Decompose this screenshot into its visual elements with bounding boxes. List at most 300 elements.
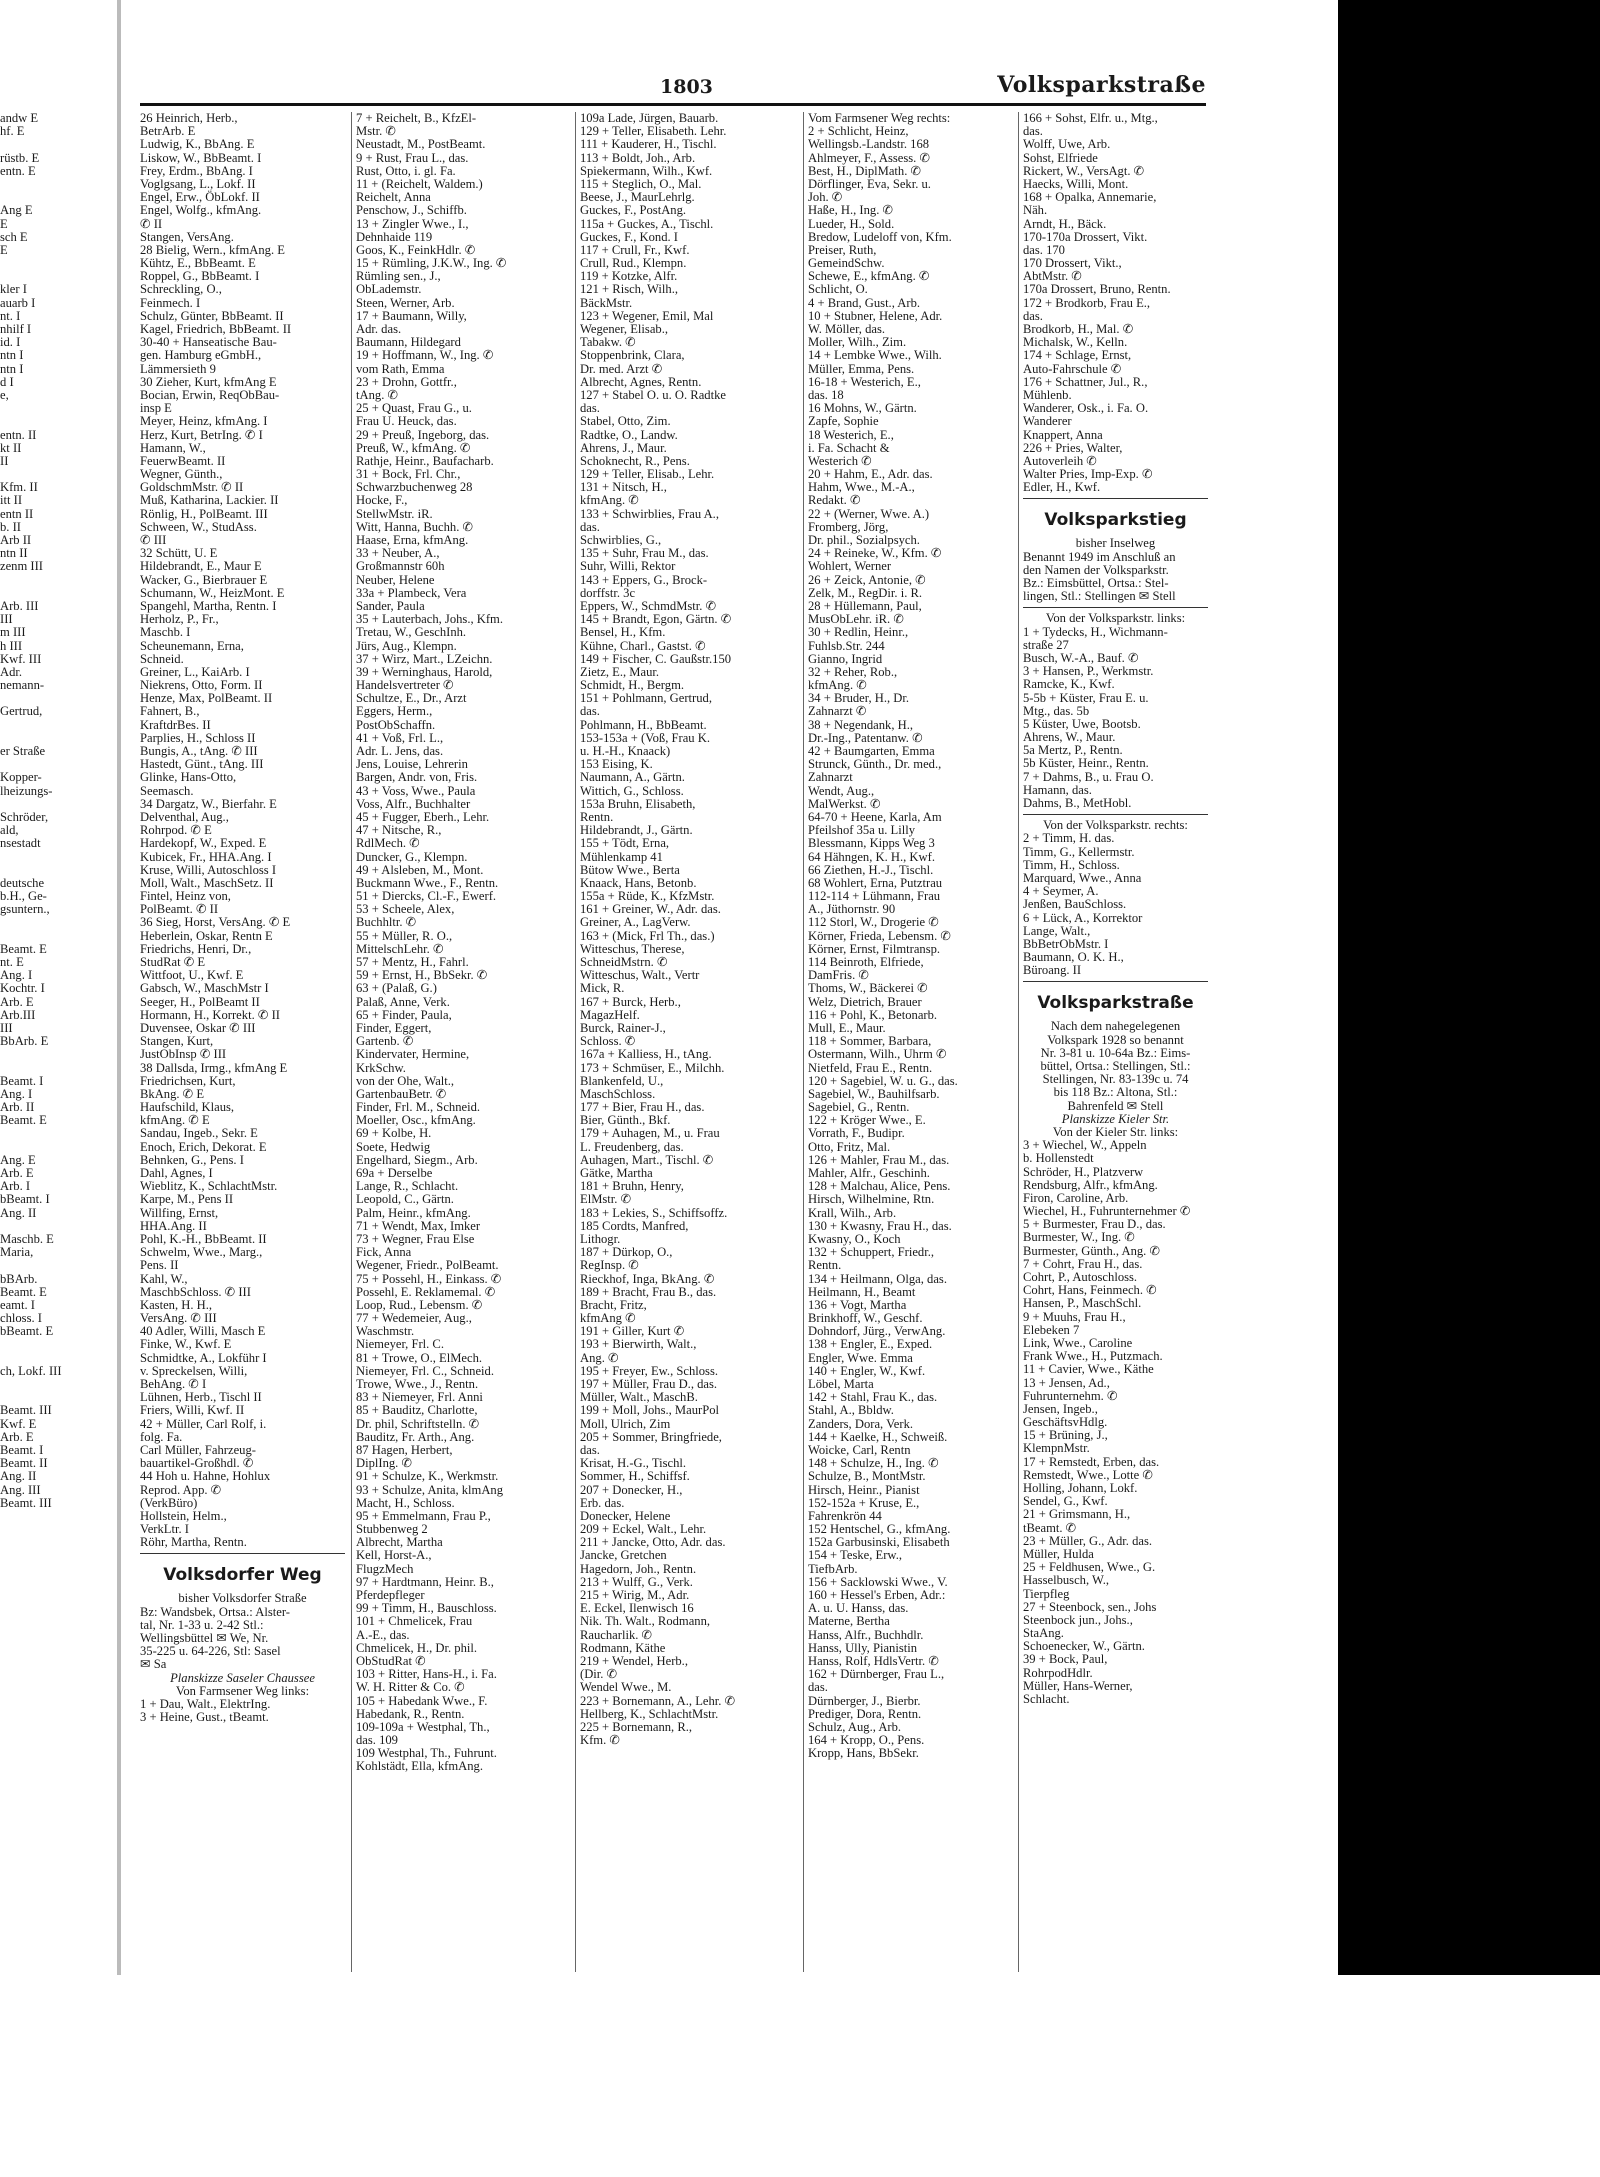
directory-entry-line: Fahrenkrön 44 — [808, 1508, 882, 1523]
directory-entry-line: v. Spreckelsen, Willi, — [140, 1363, 248, 1378]
fragment-line — [0, 1338, 114, 1351]
directory-entry-line: Niekrens, Otto, Form. II — [140, 678, 263, 693]
directory-entry-line: das. 109 — [356, 1733, 398, 1748]
directory-entry-line: Brinkhoff, W., Geschf. — [808, 1311, 923, 1326]
directory-entry-line: Timm, G., Kellermstr. — [1023, 844, 1135, 859]
directory-entry-line: 44 Hoh u. Hahne, Hohlux — [140, 1469, 271, 1484]
fragment-line: entn. E — [0, 163, 36, 178]
directory-entry-line: 4 + Seymer, A. — [1023, 884, 1099, 899]
directory-entry-line: 167 + Burck, Herb., — [580, 994, 681, 1009]
directory-entry-line: Wittfoot, U., Kwf. E — [140, 968, 244, 983]
directory-entry-line: Hardekopf, W., Exped. E — [140, 836, 267, 851]
directory-entry-line: Tierpfleg — [1023, 1586, 1070, 1601]
directory-entry-line: kfmAng. ✆ — [580, 493, 639, 508]
directory-entry-line: 1 + Dau, Walt., ElektrIng. — [140, 1696, 271, 1711]
directory-entry-line: Kühne, Charl., Gastst. ✆ — [580, 638, 706, 653]
directory-entry-line: 213 + Wulff, G., Verk. — [580, 1574, 693, 1589]
directory-entry-line: 152a Garbusinski, Elisabeth — [808, 1535, 950, 1550]
directory-entry-line: Marquard, Wwe., Anna — [1023, 870, 1142, 885]
directory-entry-line: Ostermann, Wilh., Uhrm ✆ — [808, 1047, 947, 1062]
directory-entry-line: Eppers, W., SchmdMstr. ✆ — [580, 598, 717, 613]
directory-entry-line: Liskow, W., BbBeamt. I — [140, 150, 262, 165]
directory-entry-line: BäckMstr. — [580, 295, 633, 310]
directory-entry-line: Haecks, Willi, Mont. — [1023, 176, 1129, 191]
directory-entry-line: 181 + Bruhn, Henry, — [580, 1179, 684, 1194]
directory-entry-line: Fahnert, B., — [140, 704, 200, 719]
street-heading: Volksparkstieg — [1044, 510, 1187, 531]
directory-entry-line: L. Freudenberg, das. — [580, 1139, 684, 1154]
directory-entry-line: Schween, W., StudAss. — [140, 519, 257, 534]
directory-entry-line: Donecker, Helene — [580, 1508, 671, 1523]
directory-entry-line: 15 + Rümling, J.K.W., Ing. ✆ — [356, 256, 507, 271]
directory-entry-line: 135 + Suhr, Frau M., das. — [580, 546, 709, 561]
directory-entry-line: Gartenb. ✆ — [356, 1034, 414, 1049]
directory-entry-line: GartenbauBetr. ✆ — [356, 1086, 447, 1101]
directory-entry-line: Wanderer, Osk., i. Fa. O. — [1023, 401, 1149, 416]
directory-entry-line: A.-E., das. — [356, 1627, 410, 1642]
directory-entry-line: 87 Hagen, Herbert, — [356, 1442, 453, 1457]
fragment-line: Kfm. II — [0, 480, 38, 495]
directory-entry-line: Dürnberger, J., Bierbr. — [808, 1693, 921, 1708]
directory-entry-line: 170-170a Drossert, Vikt. — [1023, 229, 1148, 244]
directory-entry-line: Link, Wwe., Caroline — [1023, 1335, 1133, 1350]
directory-entry-line: Dr. phil, Schriftstelln. ✆ — [356, 1416, 480, 1431]
directory-entry-line: Reprod. App. ✆ — [140, 1482, 222, 1497]
directory-entry-line: AbtMstr. ✆ — [1023, 269, 1082, 284]
directory-entry-line: 122 + Kröger Wwe., E. — [808, 1113, 926, 1128]
directory-entry-line: 25 + Quast, Frau G., u. — [356, 401, 472, 416]
directory-entry-line: Frank Wwe., H., Putzmach. — [1023, 1349, 1163, 1364]
directory-entry-line: 109a Lade, Jürgen, Bauarb. — [580, 112, 719, 125]
directory-entry-line: 26 Heinrich, Herb., — [140, 112, 238, 125]
directory-entry-line: Handelsvertreter ✆ — [356, 678, 454, 693]
directory-entry-line: Lueder, H., Sold. — [808, 216, 895, 231]
directory-entry-line: Wohlert, Werner — [808, 559, 892, 574]
directory-entry-line: Schmidt, H., Bergm. — [580, 678, 685, 693]
directory-entry-line: Firon, Caroline, Arb. — [1023, 1190, 1129, 1205]
directory-entry-line: 41 + Voß, Frl. L., — [356, 730, 444, 745]
directory-entry-line: Müller, Hulda — [1023, 1546, 1094, 1561]
street-info-line: Nr. 3-81 u. 10-64a Bz.: Eims- — [1040, 1045, 1191, 1060]
directory-entry-line: FlugzMech — [356, 1561, 414, 1576]
fragment-line: b. II — [0, 519, 21, 534]
directory-entry-line: Blankenfeld, U., — [580, 1073, 664, 1088]
directory-entry-line: Lithogr. — [580, 1231, 621, 1246]
directory-entry-line: 160 + Hessel's Erben, Adr.: — [808, 1588, 946, 1602]
fragment-line: chloss. I — [0, 1311, 42, 1326]
directory-entry-line: StudRat ✆ E — [140, 955, 206, 969]
directory-entry-line: 36 Sieg, Horst, VersAng. ✆ E — [140, 915, 291, 930]
directory-entry-line: 27 + Steenbock, sen., Johs — [1023, 1599, 1157, 1614]
directory-entry-line: 30 + Redlin, Heinr., — [808, 625, 909, 640]
directory-entry-line: Fintel, Heinz von, — [140, 889, 231, 904]
directory-entry-line: 152 Hentschel, G., kfmAng. — [808, 1522, 951, 1537]
directory-entry-line: Nik. Th. Walt., Rodmann, — [580, 1614, 711, 1629]
directory-entry-line: Rickert, W., VersAgt. ✆ — [1023, 163, 1145, 178]
directory-entry-line: TiefbArb. — [808, 1561, 858, 1576]
street-info-line: Bahrenfeld ✉ Stell — [1067, 1098, 1164, 1113]
directory-entry-line: das. 18 — [808, 387, 844, 402]
directory-entry-line: 176 + Schattner, Jul., R., — [1023, 374, 1148, 389]
directory-entry-line: Vom Farmsener Weg rechts: — [808, 112, 951, 125]
directory-entry-line: Sommer, H., Schiffsf. — [580, 1469, 690, 1484]
directory-entry-line: Adr. L. Jens, das. — [356, 744, 444, 758]
directory-entry-line: Hildebrandt, J., Gärtn. — [580, 823, 693, 838]
directory-entry-line: 145 + Brandt, Egon, Gärtn. ✆ — [580, 612, 732, 627]
street-info-line: Volkspark 1928 so benannt — [1047, 1032, 1184, 1047]
directory-entry-line: Kasten, H. H., — [140, 1297, 213, 1312]
fragment-line — [0, 415, 114, 428]
directory-entry-line: 20 + Hahm, E., Adr. das. — [808, 467, 933, 482]
directory-entry-line: 99 + Timm, H., Bauschloss. — [356, 1601, 497, 1616]
directory-entry-line: 173 + Schmüser, E., Milchh. — [580, 1060, 725, 1075]
directory-entry-line: Busch, W.-A., Bauf. ✆ — [1023, 650, 1139, 665]
directory-entry-line: 138 + Engler, E., Exped. — [808, 1337, 933, 1352]
directory-entry-line: BehAng. ✆ I — [140, 1377, 207, 1391]
fragment-line — [0, 1352, 114, 1365]
directory-entry-line: 26 + Zeick, Antonie, ✆ — [808, 572, 926, 587]
directory-entry-line: kfmAng. ✆ E — [140, 1113, 210, 1128]
directory-entry-line: 13 + Zingler Wwe., I., — [356, 216, 469, 231]
directory-entry-line: 63 + (Palaß, G.) — [356, 981, 437, 996]
directory-entry-line: Körner, Frieda, Lebensm. ✆ — [808, 928, 951, 943]
directory-entry-line: Hildebrandt, E., Maur E — [140, 559, 262, 574]
directory-entry-line: 4 + Brand, Gust., Arb. — [808, 295, 921, 310]
directory-entry-line: Rümling sen., J., — [356, 269, 441, 284]
directory-entry-line: SchneidMstrn. ✆ — [580, 955, 668, 969]
directory-entry-line: Wanderer — [1023, 414, 1072, 429]
directory-entry-line: 39 + Werninghaus, Harold, — [356, 664, 493, 679]
directory-entry-line: Baumann, O. K. H., — [1023, 950, 1124, 965]
directory-entry-line: Kindervater, Hermine, — [356, 1047, 470, 1062]
fragment-line: bBArb. — [0, 1271, 38, 1286]
directory-entry-line: 69 + Kolbe, H. — [356, 1126, 432, 1141]
street-info-line: 35-225 u. 64-226, Stl: Sasel — [140, 1644, 281, 1659]
fragment-line: m III — [0, 625, 26, 640]
fragment-line: itt II — [0, 493, 23, 508]
directory-entry-line: 64 Hähngen, K. H., Kwf. — [808, 849, 935, 864]
directory-entry-line: vom Rath, Emma — [356, 361, 445, 376]
directory-entry-line: Buckmann Wwe., F., Rentn. — [356, 875, 499, 890]
fragment-line — [0, 1141, 114, 1154]
directory-entry-line: ElMstr. ✆ — [580, 1192, 632, 1207]
directory-entry-line: E. Eckel, Ilenwisch 16 — [580, 1601, 694, 1616]
directory-entry-line: Parplies, H., Schloss II — [140, 730, 256, 745]
directory-entry-line: Seemasch. — [140, 783, 194, 798]
directory-entry-line: StaAng. — [1023, 1626, 1064, 1641]
directory-entry-line: 5b Küster, Heinr., Rentn. — [1023, 756, 1149, 771]
directory-entry-line: 42 + Müller, Carl Rolf, i. — [140, 1416, 267, 1431]
directory-entry-line: Rentn. — [808, 1258, 842, 1273]
section-rule — [1023, 981, 1208, 982]
directory-entry-line: Finder, Frl. M., Schneid. — [356, 1100, 481, 1115]
column-divider — [1018, 112, 1019, 1972]
directory-entry-line: 95 + Emmelmann, Frau P., — [356, 1508, 491, 1523]
directory-entry-line: Beese, J., MaurLehrlg. — [580, 190, 695, 205]
directory-entry-line: 42 + Baumgarten, Emma — [808, 744, 935, 758]
directory-entry-line: Delventhal, Aug., — [140, 809, 229, 824]
fragment-line: BbArb. E — [0, 1034, 49, 1049]
directory-entry-line: 199 + Moll, Johs., MaurPol — [580, 1403, 719, 1418]
directory-entry-line: 148 + Schulze, H., Ing. ✆ — [808, 1456, 939, 1471]
directory-entry-line: Wittich, G., Schloss. — [580, 783, 684, 798]
directory-entry-line: 83 + Niemeyer, Frl. Anni — [356, 1390, 483, 1405]
directory-entry-line: PostObSchaffn. — [356, 717, 436, 732]
fragment-line: Schröder, — [0, 809, 49, 824]
directory-entry-line: Penschow, J., Schiffb. — [356, 203, 467, 218]
directory-entry-line: 59 + Ernst, H., BbSekr. ✆ — [356, 968, 488, 983]
directory-entry-line: Schwarzbuchenweg 28 — [356, 480, 473, 495]
fragment-line: Ang. III — [0, 1482, 41, 1497]
directory-entry-line: 35 + Lauterbach, Johs., Kfm. — [356, 612, 503, 627]
directory-entry-line: Preuß, W., kfmAng. ✆ — [356, 440, 471, 455]
directory-entry-line: Kühtz, E., BbBeamt. E — [140, 256, 256, 271]
directory-entry-line: Jenßen, BauSchloss. — [1023, 897, 1127, 912]
directory-entry-line: Neuber, Helene — [356, 572, 435, 587]
directory-entry-line: Heberlein, Oskar, Rentn E — [140, 928, 273, 943]
directory-entry-line: Gianno, Ingrid — [808, 651, 883, 666]
direction-heading: Von der Volksparkstr. rechts: — [1043, 818, 1188, 833]
directory-entry-line: das. — [580, 401, 600, 416]
fragment-line — [0, 1220, 114, 1233]
directory-entry-line: 116 + Pohl, K., Betonarb. — [808, 1007, 938, 1022]
directory-entry-line: 29 + Preuß, Ingeborg, das. — [356, 427, 490, 442]
directory-entry-line: Schneid. — [140, 651, 184, 666]
directory-entry-line: BbBetrObMstr. I — [1023, 936, 1109, 951]
directory-entry-line: Materne, Bertha — [808, 1614, 890, 1629]
fragment-line: bBeamt. E — [0, 1324, 54, 1339]
street-subtitle: bisher Volksdorfer Straße — [178, 1591, 307, 1606]
directory-entry-line: Feinmech. I — [140, 295, 201, 310]
fragment-line: id. I — [0, 335, 21, 350]
directory-entry-line: Lämmersieth 9 — [140, 361, 216, 376]
directory-entry-line: das. — [1023, 308, 1043, 323]
directory-entry-line: KraftdrBes. II — [140, 717, 211, 732]
directory-entry-line: Kruse, Willi, Autoschloss I — [140, 862, 277, 877]
directory-entry-line: Moeller, Osc., kfmAng. — [356, 1113, 476, 1128]
directory-entry-line: RegInsp. ✆ — [580, 1258, 639, 1273]
directory-entry-line: Best, H., DiplMath. ✆ — [808, 163, 922, 178]
fragment-line: Arb. I — [0, 1179, 31, 1194]
directory-entry-line: Moll, Walt., MaschSetz. II — [140, 875, 274, 890]
directory-entry-line: 1 + Tydecks, H., Wichmann- — [1023, 624, 1168, 639]
directory-entry-line: Schoenecker, W., Gärtn. — [1023, 1639, 1145, 1654]
directory-entry-line: 132 + Schuppert, Friedr., — [808, 1245, 935, 1260]
directory-entry-line: Ramcke, K., Kwf. — [1023, 677, 1115, 692]
directory-entry-line: Bütow Wwe., Berta — [580, 862, 680, 877]
directory-entry-line: 33 + Neuber, A., — [356, 546, 440, 561]
page-fold — [117, 0, 121, 1975]
directory-entry-line: HHA.Ang. II — [140, 1218, 207, 1233]
directory-entry-line: Seeger, H., PolBeamt II — [140, 994, 260, 1009]
directory-entry-line: Wegner, Günth., — [140, 467, 223, 482]
directory-entry-line: 211 + Jancke, Otto, Adr. das. — [580, 1535, 726, 1550]
directory-entry-line: 32 Schütt, U. E — [140, 546, 218, 561]
directory-entry-line: Greiner, L., KaiArb. I — [140, 664, 250, 679]
section-rule — [1023, 607, 1208, 608]
directory-entry-line: Elebeken 7 — [1023, 1322, 1080, 1337]
directory-entry-line: Thoms, W., Bäckerei ✆ — [808, 981, 928, 996]
directory-entry-line: 7 + Cohrt, Frau H., das. — [1023, 1256, 1143, 1271]
directory-entry-line: 179 + Auhagen, M., u. Frau — [580, 1126, 720, 1141]
directory-entry-line: Ahlmeyer, F., Assess. ✆ — [808, 150, 931, 165]
fragment-line: sch E — [0, 229, 28, 244]
fragment-line — [0, 402, 114, 415]
directory-entry-line: Müller, Emma, Pens. — [808, 361, 915, 376]
directory-entry-line: Auhagen, Mart., Tischl. ✆ — [580, 1152, 714, 1167]
directory-entry-line: Wolff, Uwe, Arb. — [1023, 137, 1111, 152]
directory-entry-line: StellwMstr. iR. — [356, 506, 433, 521]
directory-entry-line: Reichelt, Anna — [356, 190, 431, 205]
directory-entry-line: 18 Westerich, E., — [808, 427, 894, 442]
directory-entry-line: DiplIng. ✆ — [356, 1456, 413, 1471]
directory-entry-line: 30 Zieher, Kurt, kfmAng E — [140, 374, 277, 389]
directory-entry-line: Schwirblies, G., — [580, 533, 662, 547]
directory-entry-line: Holling, Johann, Lokf. — [1023, 1481, 1138, 1495]
directory-entry-line: MalWerkst. ✆ — [808, 796, 881, 811]
directory-entry-line: 81 + Trowe, O., ElMech. — [356, 1350, 483, 1365]
fragment-line — [0, 1259, 114, 1272]
directory-entry-line: 68 Wohlert, Erna, Putztrau — [808, 875, 943, 890]
directory-entry-line: 136 + Vogt, Martha — [808, 1297, 907, 1312]
directory-entry-line: Herholz, P., Fr., — [140, 612, 219, 627]
directory-entry-line: Moll, Ulrich, Zim — [580, 1416, 671, 1431]
directory-entry-line: 101 + Chmelicek, Frau — [356, 1614, 473, 1629]
directory-entry-line: Krall, Wilh., Arb. — [808, 1205, 897, 1220]
directory-entry-line: RohrpodHdlr. — [1023, 1665, 1093, 1680]
directory-entry-line: 170 Drossert, Vikt., — [1023, 256, 1122, 271]
directory-entry-line: Palm, Heinr., kfmAng. — [356, 1205, 471, 1220]
directory-entry-line: Bredow, Ludeloff von, Kfm. — [808, 229, 952, 244]
directory-entry-line: Stabel, Otto, Zim. — [580, 414, 671, 429]
directory-entry-line: Edler, H., Kwf. — [1023, 480, 1101, 495]
directory-entry-line: Albrecht, Agnes, Rentn. — [580, 374, 702, 389]
directory-entry-line: Vorrath, F., Budipr. — [808, 1126, 905, 1141]
directory-entry-line: Röhr, Martha, Rentn. — [140, 1535, 247, 1550]
directory-entry-line: 103 + Ritter, Hans-H., i. Fa. — [356, 1667, 497, 1682]
directory-entry-line: Friedrichsen, Kurt, — [140, 1073, 236, 1088]
directory-entry-line: Pohl, K.-H., BbBeamt. II — [140, 1231, 267, 1246]
directory-entry-line: ObLademstr. — [356, 282, 422, 297]
street-info-line: Bz.: Eimsbüttel, Ortsa.: Stel- — [1023, 576, 1169, 590]
directory-entry-line: Habedank, R., Rentn. — [356, 1706, 465, 1721]
directory-entry-line: bauartikel-Großhdl. ✆ — [140, 1456, 254, 1471]
directory-entry-line: 167a + Kalliess, H., tAng. — [580, 1047, 712, 1062]
directory-entry-line: Raucharlik. ✆ — [580, 1627, 653, 1642]
directory-entry-line: 161 + Greiner, W., Adr. das. — [580, 902, 721, 917]
directory-entry-line: Wegener, Friedr., PolBeamt. — [356, 1258, 499, 1273]
directory-entry-line: MaschSchloss. — [580, 1086, 656, 1101]
directory-entry-line: Schulz, Günter, BbBeamt. II — [140, 308, 284, 323]
street-info-line: büttel, Ortsa.: Stellingen, Stl.: — [1040, 1059, 1191, 1073]
directory-entry-line: 38 + Negendank, H., — [808, 717, 914, 732]
directory-entry-line: insp E — [140, 401, 172, 416]
directory-entry-line: Friedrichs, Henri, Dr., — [140, 941, 252, 956]
fragment-line: Beamt. I — [0, 1073, 44, 1088]
directory-entry-line: 13 + Jensen, Ad., — [1023, 1375, 1110, 1390]
fragment-line — [0, 1378, 114, 1391]
directory-entry-line: Wacker, G., Bierbrauer E — [140, 572, 268, 587]
fragment-line: Kochtr. I — [0, 981, 45, 996]
directory-entry-line: 75 + Possehl, H., Einkass. ✆ — [356, 1271, 502, 1286]
fragment-line: Beamt. E — [0, 1113, 47, 1128]
directory-entry-line: das. 170 — [1023, 242, 1065, 257]
directory-entry-line: Rathje, Heinr., Baufacharb. — [356, 453, 494, 468]
directory-entry-line: Voss, Alfr., Buchhalter — [356, 796, 471, 811]
directory-entry-line: das. — [1023, 124, 1043, 139]
directory-entry-line: DamFris. ✆ — [808, 968, 869, 983]
page-header — [140, 70, 1206, 100]
directory-entry-line: Kell, Horst-A., — [356, 1548, 432, 1563]
fragment-line: ntn II — [0, 546, 28, 561]
section-rule — [1023, 814, 1208, 815]
directory-entry-line: Welz, Dietrich, Brauer — [808, 994, 922, 1009]
directory-entry-line: 66 Ziethen, H.-J., Tischl. — [808, 862, 934, 877]
directory-entry-line: Dehnhaide 119 — [356, 229, 433, 244]
directory-entry-line: Mtg., das. 5b — [1023, 703, 1090, 718]
column-3 — [580, 112, 798, 1747]
directory-entry-line: Hansen, P., MaschSchl. — [1023, 1296, 1142, 1311]
directory-entry-line: 3 + Wiechel, W., Appeln — [1023, 1138, 1147, 1153]
directory-entry-line: 10 + Stubner, Helene, Adr. — [808, 308, 943, 323]
directory-entry-line: Stoppenbrink, Clara, — [580, 348, 685, 363]
directory-entry-line: Lühnen, Herb., Tischl II — [140, 1390, 262, 1405]
directory-entry-line: ✆ II — [140, 216, 163, 231]
directory-entry-line: Guckes, F., Kond. I — [580, 229, 678, 244]
directory-entry-line: 215 + Wirig, M., Adr. — [580, 1588, 690, 1602]
directory-entry-line: Sendel, G., Kwf. — [1023, 1494, 1108, 1509]
fragment-line — [0, 138, 114, 151]
directory-entry-line: Buchhltr. ✆ — [356, 915, 417, 930]
directory-entry-line: Witteschus, Therese, — [580, 941, 685, 956]
directory-entry-line: 16 Mohns, W., Gärtn. — [808, 401, 917, 416]
directory-entry-line: 140 + Engler, W., Kwf. — [808, 1363, 926, 1378]
directory-entry-line: Zapfe, Sophie — [808, 414, 879, 429]
directory-entry-line: 7 + Reichelt, B., KfzEl- — [356, 112, 477, 125]
fragment-line: Kwf. III — [0, 651, 42, 666]
directory-entry-line: Frey, Erdm., BbAng. I — [140, 163, 253, 178]
directory-entry-line: Sandau, Ingeb., Sekr. E — [140, 1126, 258, 1141]
directory-entry-line: 113 + Boldt, Joh., Arb. — [580, 150, 696, 165]
directory-entry-line: 170a Drossert, Bruno, Rentn. — [1023, 282, 1171, 297]
directory-entry-line: Steen, Werner, Arb. — [356, 295, 455, 310]
directory-entry-line: Sohst, Elfriede — [1023, 150, 1098, 165]
directory-entry-line: 19 + Hoffmann, W., Ing. ✆ — [356, 348, 494, 363]
directory-entry-line: Haufschild, Klaus, — [140, 1100, 235, 1115]
directory-entry-line: Schlacht. — [1023, 1692, 1070, 1706]
directory-entry-line: Engelhard, Siegm., Arb. — [356, 1152, 478, 1167]
fragment-line: bBeamt. I — [0, 1192, 50, 1207]
direction-heading: Von der Volksparkstr. links: — [1045, 611, 1186, 626]
fragment-line: ntn I — [0, 361, 24, 376]
directory-entry-line: GemeindSchw. — [808, 256, 885, 271]
fragment-line: gsuntern., — [0, 902, 50, 917]
directory-entry-line: das. — [808, 1680, 828, 1695]
directory-entry-line: 32 + Reher, Rob., — [808, 664, 898, 679]
directory-entry-line: Possehl, E. Reklamemal. ✆ — [356, 1284, 496, 1299]
directory-entry-line: Hormann, H., Korrekt. ✆ II — [140, 1007, 280, 1022]
directory-entry-line: Dr.-Ing., Patentanw. ✆ — [808, 730, 923, 745]
directory-entry-line: Woicke, Carl, Rentn — [808, 1442, 911, 1457]
directory-entry-line: Adr. das. — [356, 322, 402, 336]
directory-entry-line: Tabakw. ✆ — [580, 335, 636, 350]
directory-entry-line: Burmester, W., Ing. ✆ — [1023, 1230, 1135, 1245]
directory-entry-line: Dörflinger, Eva, Sekr. u. — [808, 176, 931, 191]
directory-entry-line: 174 + Schlage, Ernst, — [1023, 348, 1132, 363]
directory-entry-line: Hirsch, Wilhelmine, Rtn. — [808, 1192, 935, 1207]
directory-entry-line: Albrecht, Martha — [356, 1535, 443, 1550]
directory-entry-line: Tretau, W., GeschInh. — [356, 625, 467, 640]
